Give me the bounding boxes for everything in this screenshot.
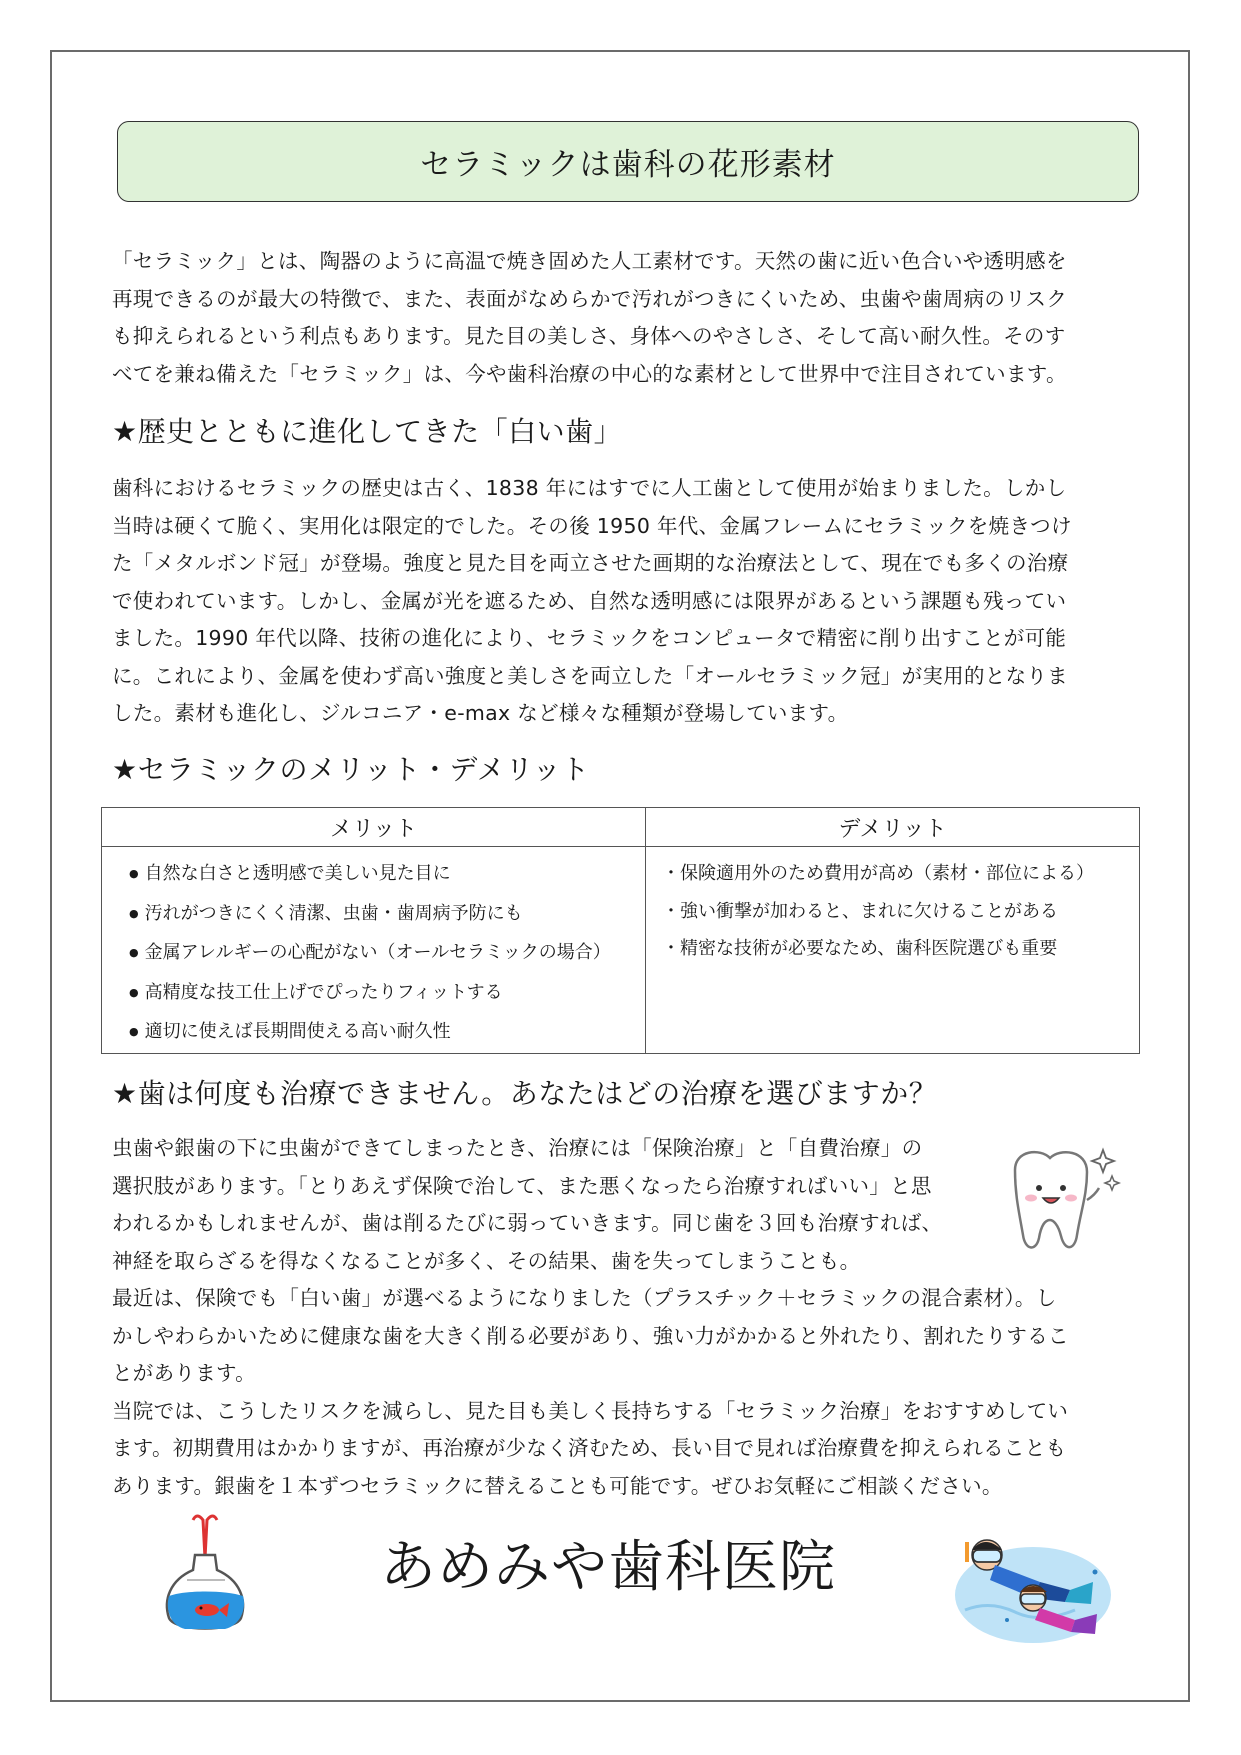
merit-item: ● 適切に使えば長期間使える高い耐久性 [102, 1013, 645, 1053]
history-line: に。これにより、金属を使わず高い強度と美しさを両立した「オールセラミック冠」が実用的となりま [112, 663, 1068, 688]
treatment-line: 最近は、保険でも「白い歯」が選べるようになりました（プラスチック＋セラミックの混合素材）。し [112, 1286, 1057, 1310]
demerit-cell [646, 847, 1140, 1054]
merit-demerit-table [101, 807, 1140, 1054]
history-line: ました。1990 年代以降、技術の進化により、セラミックをコンピュータで精密に削り出すことが可能 [112, 626, 1067, 650]
treatment-line: とがあります。 [112, 1361, 256, 1385]
goldfish-bag-illustration [155, 1510, 255, 1640]
history-line: 歯科におけるセラミックの歴史は古く、1838 年にはすでに人工歯として使用が始まりました。しかし [112, 476, 1067, 500]
clinic-name: あめみや歯科医院 [380, 1535, 836, 1600]
treatment-heading: ★歯は何度も治療できません。あなたはどの治療を選びますか？ [112, 1077, 938, 1110]
treatment-line: 神経を取らざるを得なくなることが多く、その結果、歯を失ってしまうことも。 [112, 1248, 861, 1273]
demerit-item: ・保険適用外のため費用が高め（素材・部位による） [662, 863, 1094, 884]
demerit-list [646, 855, 1139, 968]
snorkeling-divers-illustration [945, 1520, 1115, 1650]
intro-line: も抑えられるという利点もあります。見た目の美しさ、身体へのやさしさ、そして高い耐久性。そのす [112, 324, 1066, 348]
treatment-line: 虫歯や銀歯の下に虫歯ができてしまったとき、治療には「保険治療」と「自費治療」の [112, 1136, 923, 1160]
intro-line: べてを兼ね備えた「セラミック」は、今や歯科治療の中心的な素材として世界中で注目されています。 [112, 361, 1067, 386]
page-title: セラミックは歯科の花形素材 [117, 121, 1139, 202]
demerit-item: ・精密な技術が必要なため、歯科医院選びも重要 [662, 938, 1058, 959]
merit-header: メリット [102, 808, 646, 847]
intro-line: 「セラミック」とは、陶器のように高温で焼き固めた人工素材です。天然の歯に近い色合いや透明感を [112, 249, 1067, 273]
history-line: した。素材も進化し、ジルコニア・e-max など様々な種類が登場しています。 [112, 701, 849, 725]
merit-item: ● 自然な白さと透明感で美しい見た目に [102, 855, 645, 895]
history-line: た「メタルボンド冠」が登場。強度と見た目を両立させた画期的な治療法として、現在でも多くの治療 [112, 551, 1069, 575]
merit-item: ● 金属アレルギーの心配がない（オールセラミックの場合） [102, 934, 645, 974]
merit-list [102, 855, 645, 1053]
treatment-line: 当院では、こうしたリスクを減らし、見た目も美しく長持ちする「セラミック治療」をおすすめしてい [112, 1398, 1069, 1423]
treatment-line: ます。初期費用はかかりますが、再治療が少なく済むため、長い目で見れば治療費を抑えられることも [112, 1436, 1067, 1460]
treatment-line: 選択肢があります。「とりあえず保険で治して、また悪くなったら治療すればいい」と思 [112, 1173, 932, 1198]
demerit-item: ・強い衝撃が加わると、まれに欠けることがある [662, 900, 1058, 922]
merit-demerit-heading: ★セラミックのメリット・デメリット [112, 753, 590, 786]
merit-item: ● 高精度な技工仕上げでぴったりフィットする [102, 974, 645, 1014]
intro-paragraph [112, 243, 1132, 393]
merit-cell [102, 847, 646, 1054]
treatment-line: あります。銀歯を１本ずつセラミックに替えることも可能です。ぜひお気軽にご相談ください。 [112, 1473, 1003, 1498]
smiling-tooth-illustration [995, 1140, 1125, 1270]
demerit-header: デメリット [646, 808, 1140, 847]
treatment-paragraph [112, 1130, 1132, 1505]
treatment-line: われるかもしれませんが、歯は削るたびに弱っていきます。同じ歯を３回も治療すれば、 [112, 1211, 943, 1235]
merit-item: ● 汚れがつきにくく清潔、虫歯・歯周病予防にも [102, 895, 645, 935]
history-line: 当時は硬くて脆く、実用化は限定的でした。その後 1950 年代、金属フレームにセラミックを焼きつけ [112, 513, 1072, 538]
history-heading: ★歴史とともに進化してきた「白い歯」 [112, 415, 623, 448]
history-line: で使われています。しかし、金属が光を遮るため、自然な透明感には限界があるという課題も残ってい [112, 588, 1067, 613]
intro-line: 再現できるのが最大の特徴で、また、表面がなめらかで汚れがつきにくいため、虫歯や歯周病のリスク [112, 286, 1068, 311]
history-paragraph [112, 470, 1132, 733]
treatment-line: かしやわらかいために健康な歯を大きく削る必要があり、強い力がかかると外れたり、割れたりするこ [112, 1323, 1069, 1348]
